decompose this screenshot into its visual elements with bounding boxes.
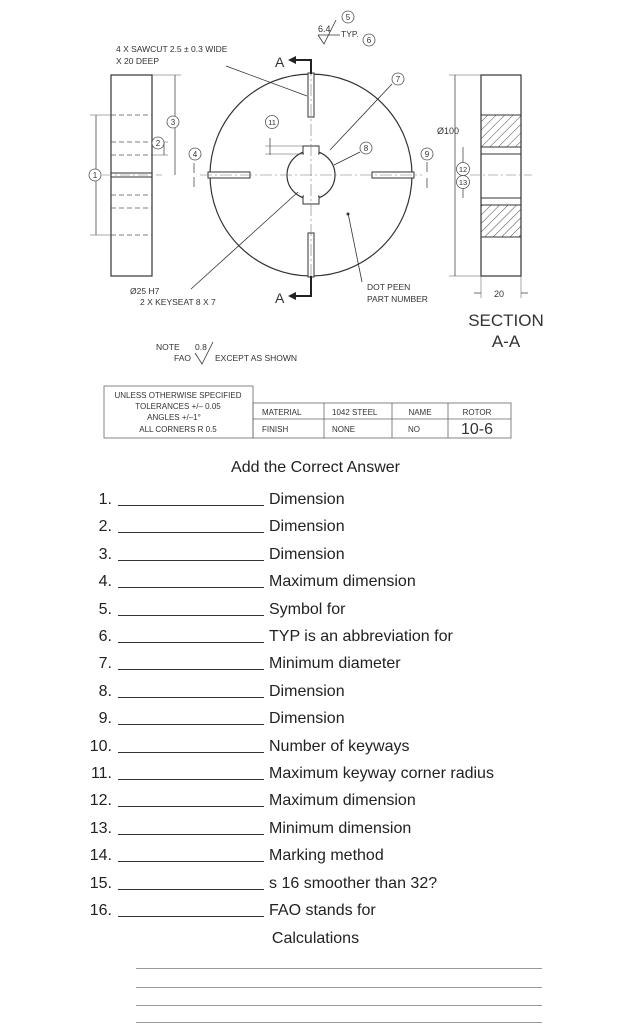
part-number: 10-6 <box>460 421 494 438</box>
question-text: FAO stands for <box>269 902 376 919</box>
tolerance-linear: TOLERANCES +/– 0.05 <box>135 402 221 411</box>
question-text: Minimum diameter <box>269 655 401 673</box>
answer-blank[interactable] <box>118 834 264 835</box>
question-text: Dimension <box>269 545 345 563</box>
tolerance-unless: UNLESS OTHERWISE SPECIFIED <box>114 391 242 400</box>
question-row <box>0 900 631 922</box>
section-title-line2: A-A <box>491 332 521 351</box>
question-text: Dimension <box>269 710 345 728</box>
question-row <box>0 736 631 758</box>
question-number: 9. <box>98 710 112 728</box>
svg-text:12: 12 <box>458 165 468 174</box>
balloon-5 <box>342 11 354 23</box>
question-row <box>0 653 631 675</box>
section-marker-top: A <box>275 54 285 70</box>
question-text: Dimension <box>269 682 345 700</box>
question-row <box>0 708 631 730</box>
question-text: s 16 smoother than 32? <box>269 874 438 892</box>
dot-peen-note-line2: PART NUMBER <box>367 294 428 304</box>
calculation-line-4[interactable] <box>136 1022 542 1023</box>
material-value: 1042 STEEL <box>332 408 378 417</box>
balloon-8 <box>360 142 372 154</box>
balloon-9 <box>421 148 433 160</box>
name-label: NAME <box>408 408 432 417</box>
question-row <box>0 873 631 895</box>
title-block <box>104 386 511 438</box>
balloon-1 <box>89 169 101 181</box>
dot-peen-note-line1: DOT PEEN <box>367 282 411 292</box>
sawcut-note-line1: 4 X SAWCUT 2.5 ± 0.3 WIDE <box>116 44 228 54</box>
question-row <box>0 516 631 538</box>
question-number: 2. <box>98 518 112 536</box>
answer-blank[interactable] <box>118 752 264 753</box>
note-fao: FAO <box>174 353 192 363</box>
svg-text:9: 9 <box>424 150 430 159</box>
question-row <box>0 599 631 621</box>
section-view <box>481 75 521 276</box>
question-text: Maximum dimension <box>269 573 416 591</box>
note-roughness-value: 0.8 <box>195 342 207 352</box>
svg-text:13: 13 <box>458 178 468 187</box>
question-row <box>0 763 631 785</box>
svg-text:11: 11 <box>268 118 276 127</box>
diameter-label: Ø100 <box>437 126 460 136</box>
side-view <box>111 75 152 276</box>
answer-blank[interactable] <box>118 806 264 807</box>
question-text: Maximum keyway corner radius <box>269 765 494 782</box>
question-row <box>0 845 631 867</box>
answer-blank[interactable] <box>118 532 264 533</box>
balloon-13 <box>457 176 470 189</box>
balloon-12 <box>457 163 470 176</box>
question-text: Dimension <box>269 518 345 536</box>
question-row <box>0 544 631 566</box>
question-text: Maximum dimension <box>269 792 416 810</box>
question-number: 14. <box>89 847 112 865</box>
question-row <box>0 818 631 840</box>
tolerance-corners: ALL CORNERS R 0.5 <box>139 425 217 434</box>
question-number: 5. <box>98 600 112 618</box>
finish-label: FINISH <box>262 425 289 434</box>
svg-text:6: 6 <box>366 36 372 45</box>
question-number: 16. <box>89 902 112 919</box>
note-label: NOTE <box>156 342 180 352</box>
question-number: 6. <box>98 628 112 645</box>
question-text: Number of keyways <box>269 737 410 755</box>
question-text: Minimum dimension <box>269 819 412 837</box>
question-number: 13. <box>89 819 112 837</box>
answer-blank[interactable] <box>118 861 264 862</box>
answer-blank[interactable] <box>118 669 264 670</box>
balloon-4 <box>189 148 201 160</box>
finish-value: NONE <box>332 425 356 434</box>
svg-text:5: 5 <box>345 13 351 22</box>
question-row <box>0 681 631 703</box>
material-label: MATERIAL <box>262 408 302 417</box>
question-number: 11. <box>90 765 112 782</box>
question-text: TYP is an abbreviation for <box>269 628 453 645</box>
question-number: 10. <box>89 737 112 755</box>
answer-blank[interactable] <box>118 916 264 917</box>
question-text: Marking method <box>269 847 384 865</box>
answer-blank[interactable] <box>118 697 264 698</box>
answer-blank[interactable] <box>118 505 264 506</box>
answer-blank[interactable] <box>118 560 264 561</box>
no-label: NO <box>408 425 420 434</box>
bore-note-line2: 2 X KEYSEAT 8 X 7 <box>140 297 216 307</box>
answer-blank[interactable] <box>118 889 264 890</box>
tolerance-angles: ANGLES +/–1° <box>147 413 201 422</box>
calculation-line-2[interactable] <box>136 987 542 988</box>
question-row <box>0 571 631 593</box>
question-number: 4. <box>98 573 112 591</box>
question-number: 1. <box>98 491 112 508</box>
sawcut-note-line2: X 20 DEEP <box>116 56 159 66</box>
answer-blank[interactable] <box>118 724 264 725</box>
question-text: Symbol for <box>269 600 346 618</box>
balloon-7 <box>392 73 404 85</box>
question-row <box>0 489 631 511</box>
question-row <box>0 626 631 648</box>
sawcut-leader <box>226 66 307 96</box>
question-number: 8. <box>98 682 112 700</box>
question-row <box>0 790 631 812</box>
width-dimension: 20 <box>494 289 505 299</box>
name-value: ROTOR <box>462 408 492 417</box>
svg-text:8: 8 <box>363 144 369 153</box>
question-number: 3. <box>98 545 112 563</box>
question-number: 15. <box>89 874 112 892</box>
roughness-value: 6.4 <box>318 24 331 34</box>
svg-text:7: 7 <box>395 75 401 84</box>
svg-text:4: 4 <box>192 150 198 159</box>
answer-blank[interactable] <box>118 642 264 643</box>
question-number: 7. <box>98 655 112 673</box>
section-title-line1: SECTION <box>468 311 544 330</box>
balloon-6 <box>363 34 375 46</box>
svg-text:2: 2 <box>155 139 161 148</box>
balloon-3 <box>167 116 179 128</box>
balloon-2 <box>152 137 164 149</box>
calculation-line-3[interactable] <box>136 1005 542 1006</box>
calculation-line-1[interactable] <box>136 968 542 969</box>
question-number: 12. <box>89 792 112 810</box>
answer-blank[interactable] <box>118 779 264 780</box>
svg-text:1: 1 <box>92 171 98 180</box>
section-marker-bottom: A <box>275 290 285 306</box>
answer-blank[interactable] <box>118 615 264 616</box>
balloon-11 <box>266 116 279 129</box>
worksheet-heading: Add the Correct Answer <box>231 459 400 476</box>
bore-note-line1: Ø25 H7 <box>130 286 160 296</box>
svg-text:3: 3 <box>170 118 176 127</box>
question-text: Dimension <box>269 491 345 508</box>
technical-drawing <box>0 0 631 445</box>
note-except: EXCEPT AS SHOWN <box>215 353 298 363</box>
calculations-heading: Calculations <box>271 930 360 947</box>
typ-label: TYP. <box>341 29 359 39</box>
answer-blank[interactable] <box>118 587 264 588</box>
